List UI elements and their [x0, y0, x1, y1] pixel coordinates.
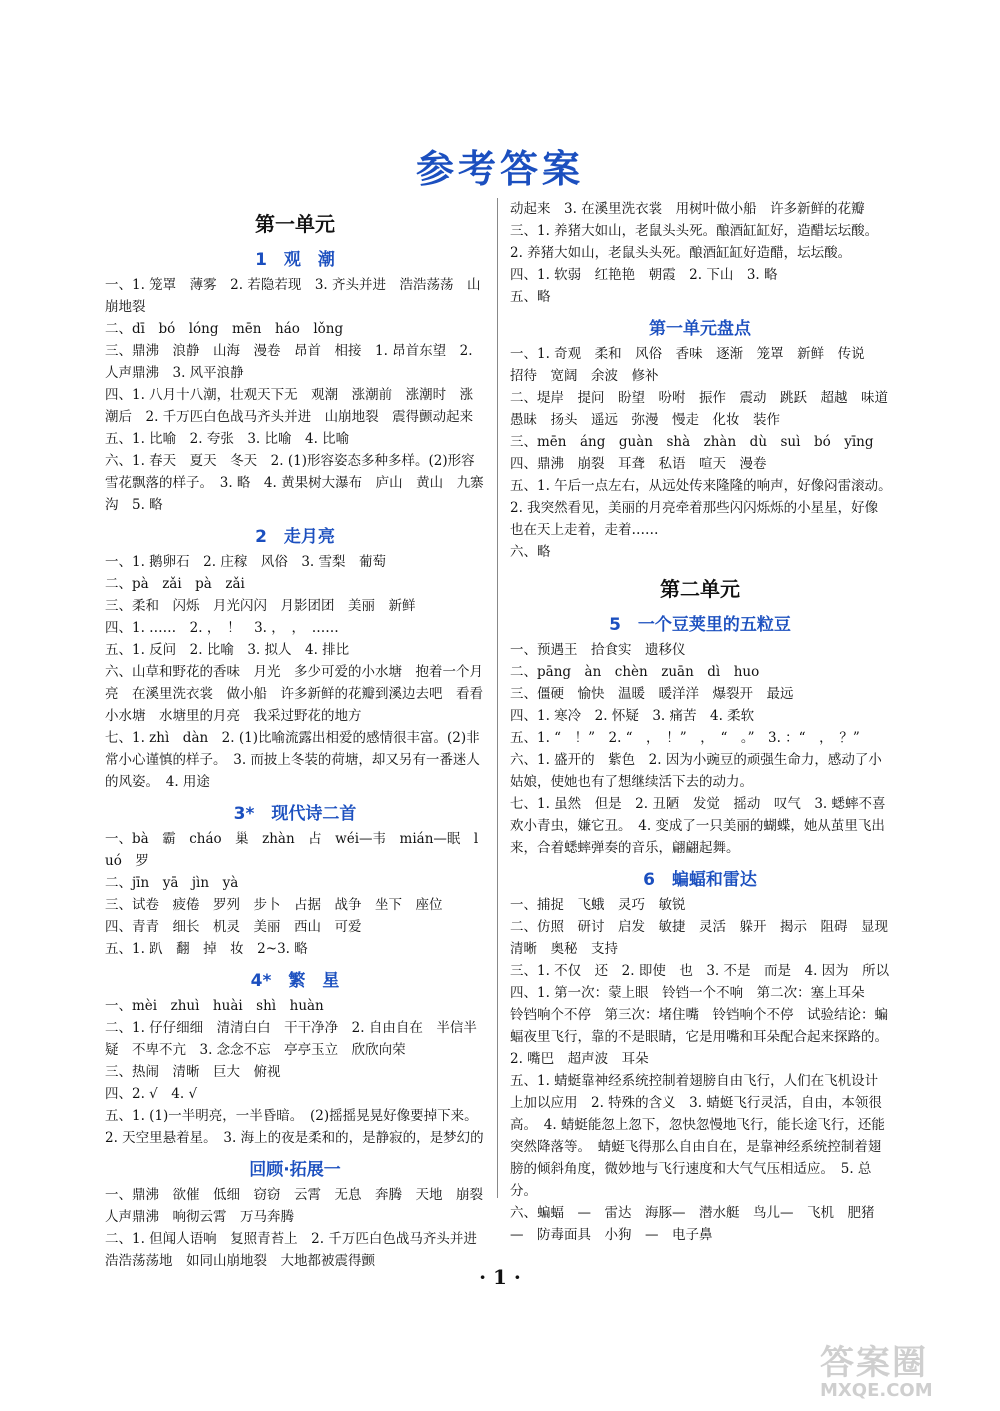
- answer-line: 一、鼎沸 欲催 低细 窃窃 云霄 无息 奔腾 天地 崩裂 人声鼎沸 响彻云霄 万马奔腾: [105, 1187, 497, 1225]
- answer-line: 四、1. 第一次：蒙上眼 铃铛一个不响 第二次：塞上耳朵 铃铛响个不停 第三次：堵住嘴 铃铛响个不停 试验结论：蝙蝠夜里飞行，靠的不是眼睛，它是用嘴和耳朵配合起来探路的。 2. 嘴巴 超声波 耳朵: [510, 985, 895, 1067]
- answer-line: 五、1. 比喻 2. 夸张 3. 比喻 4. 比喻: [105, 431, 350, 447]
- lesson-heading: 6 蝙蝠和雷达: [643, 870, 757, 890]
- lesson-answers: [105, 995, 485, 1149]
- answer-line: 二、1. 但闻人语响 复照青苔上 2. 千万匹白色战马齐头并进 浩浩荡荡地 如同山崩地裂 大地都被震得颤: [105, 1231, 491, 1269]
- answer-line: 三、鼎沸 浪静 山海 漫卷 昂首 相接 1. 昂首东望 2. 人声鼎沸 3. 风平浪静: [105, 343, 477, 381]
- answer-line: 三、僵硬 愉快 温暖 暖洋洋 爆裂开 最远: [510, 686, 794, 702]
- answer-line: 七、1. zhì dàn 2. (1)比喻流露出相爱的感情很丰富。(2)非常小心谨慎的样子。 3. 而披上冬装的荷塘，却又另有一番迷人的风姿。 4. 用途: [105, 730, 480, 790]
- answer-line: 一、1. 笼罩 薄雾 2. 若隐若现 3. 齐头并进 浩浩荡荡 山崩地裂: [105, 277, 481, 315]
- right-column: [510, 198, 902, 1246]
- answer-line: 七、1. 虽然 但是 2. 丑陋 发觉 摇动 叹气 3. 蟋蟀不喜欢小青虫，嫌它丑。 4. 变成了一只美丽的蝴蝶，她从茧里飞出来，合着蟋蟀弹奏的音乐，翩翩起舞。: [510, 796, 886, 856]
- answer-line: 一、1. 鹅卵石 2. 庄稼 风俗 3. 雪梨 葡萄: [105, 554, 387, 570]
- answer-line: 六、1. 盛开的 紫色 2. 因为小豌豆的顽强生命力，感动了小姑娘，使她也有了想继续活下去的动力。: [510, 752, 882, 790]
- answer-line: 五、1. 午后一点左右，从远处传来隆隆的响声，好像闷雷滚动。 2. 我突然看见，美丽的月亮牵着那些闪闪烁烁的小星星，好像也在天上走着，走着……: [510, 478, 899, 538]
- answer-line: 一、mèi zhuì huài shì huàn: [105, 998, 324, 1014]
- lesson-heading: 回顾·拓展一: [249, 1160, 341, 1180]
- lesson-heading: 第一单元盘点: [649, 319, 751, 339]
- answer-line: 一、1. 奇观 柔和 风俗 香味 逐渐 笼罩 新鲜 传说 招待 宽阔 余波 修补: [510, 346, 879, 384]
- page-number: · 1 ·: [479, 1265, 521, 1289]
- answer-line: 四、鼎沸 崩裂 耳聋 私语 喧天 漫卷: [510, 456, 767, 472]
- answer-line: 二、堤岸 提问 盼望 吩咐 振作 震动 跳跃 超越 味道 愚昧 扬头 遥远 弥漫 慢走 化妆 装作: [510, 390, 902, 428]
- lesson-answers: [510, 639, 890, 859]
- lesson-heading: 4* 繁 星: [250, 971, 340, 991]
- lesson-heading: 5 一个豆荚里的五粒豆: [609, 615, 791, 635]
- lesson-answers: [105, 551, 485, 793]
- answer-line: 五、略: [510, 289, 551, 305]
- answer-line: 一、预遇王 拾食实 遗移仪: [510, 642, 686, 658]
- answer-line: 一、bà 霸 cháo 巢 zhàn 占 wéi—韦 mián—眠 luó 罗: [105, 831, 479, 869]
- lesson-heading: 1 观 潮: [255, 250, 335, 270]
- left-column: [105, 198, 497, 1272]
- answer-line: 二、jīn yā jìn yà: [105, 875, 239, 891]
- lesson-answers: [510, 198, 890, 308]
- answer-line: 三、1. 不仅 还 2. 即使 也 3. 不是 而是 4. 因为 所以: [510, 963, 890, 979]
- lesson-heading: 2 走月亮: [255, 527, 335, 547]
- answer-line: 二、1. 仔仔细细 清清白白 干干净净 2. 自由自在 半信半疑 不卑不亢 3. 念念不忘 亭亭玉立 欣欣向荣: [105, 1020, 477, 1058]
- answer-line: 三、试卷 疲倦 罗列 步卜 占据 战争 坐下 座位: [105, 897, 443, 913]
- lesson-answers: [510, 894, 902, 1246]
- answer-line: 四、1. …… 2. ， ！ 3. ， ， ……: [105, 620, 339, 636]
- answer-line: 三、热闹 清晰 巨大 俯视: [105, 1064, 281, 1080]
- lesson-answers: [510, 343, 902, 563]
- answer-line: 一、捕捉 飞蛾 灵巧 敏锐: [510, 897, 686, 913]
- unit-heading: 第二单元: [660, 577, 740, 601]
- answer-line: 二、仿照 研讨 启发 敏捷 灵活 躲开 揭示 阻碍 显现 清晰 奥秘 支持: [510, 919, 902, 957]
- watermark: [820, 1335, 990, 1405]
- answer-line: 六、1. 春天 夏天 冬天 2. (1)形容姿态多种多样。(2)形容雪花飘落的样子。 3. 略 4. 黄果树大瀑布 庐山 黄山 九寨沟 5. 略: [105, 453, 484, 513]
- answer-line: 二、pāng àn chèn zuān dì huo: [510, 664, 760, 680]
- answer-line: 五、1. (1)一半明亮，一半昏暗。 (2)摇摇晃晃好像要掉下来。 2. 天空里悬着星。 3. 海上的夜是柔和的，是静寂的，是梦幻的: [105, 1108, 485, 1146]
- answer-line: 三、1. 养猪大如山，老鼠头头死。酿酒缸缸好，造醋坛坛酸。 2. 养猪大如山，老鼠头头死。酿酒缸缸好造醋，坛坛酸。: [510, 223, 885, 261]
- column-divider: [497, 198, 498, 1198]
- lesson-answers: [105, 1184, 497, 1272]
- answer-line: 六、山草和野花的香味 月光 多少可爱的小水塘 抱着一个月亮 在溪里洗衣裳 做小船 许多新鲜的花瓣到溪边去吧 看看小水塘 水塘里的月亮 我采过野花的地方: [105, 664, 483, 724]
- page-title: 参考答案: [415, 147, 584, 191]
- answer-line: 动起来 3. 在溪里洗衣裳 用树叶做小船 许多新鲜的花瓣: [510, 201, 865, 217]
- answer-line: 四、1. 软弱 红艳艳 朝霞 2. 下山 3. 略: [510, 267, 778, 283]
- answer-line: 三、mēn áng guàn shà zhàn dù suì bó yīng: [510, 434, 874, 450]
- answer-line: 四、青青 细长 机灵 美丽 西山 可爱: [105, 919, 362, 935]
- lesson-answers: [105, 274, 485, 516]
- answer-line: 五、1. 反问 2. 比喻 3. 拟人 4. 排比: [105, 642, 350, 658]
- answer-line: 六、略: [510, 544, 551, 560]
- answer-line: 二、dī bó lóng mēn háo lǒng: [105, 321, 344, 337]
- answer-line: 四、1. 八月十八潮，壮观天下无 观潮 涨潮前 涨潮时 涨潮后 2. 千万匹白色战马齐头并进 山崩地裂 震得颤动起来: [105, 387, 474, 425]
- lesson-heading: 3* 现代诗二首: [233, 804, 357, 824]
- answer-line: 六、蝙蝠 — 雷达 海豚— 潜水艇 鸟儿— 飞机 肥猪 — 防毒面具 小狗 — 电子鼻: [510, 1205, 888, 1243]
- lesson-answers: [105, 828, 485, 960]
- answer-line: 四、2. √ 4. √: [105, 1086, 198, 1102]
- answer-line: 五、1. 趴 翻 掉 妆 2~3. 略: [105, 941, 308, 957]
- answer-line: 四、1. 寒冷 2. 怀疑 3. 痛苦 4. 柔软: [510, 708, 755, 724]
- watermark-logo: 答案圈: [820, 1343, 928, 1383]
- answer-line: 三、柔和 闪烁 月光闪闪 月影团团 美丽 新鲜: [105, 598, 416, 614]
- answer-line: 五、1. 蜻蜓靠神经系统控制着翅膀自由飞行，人们在飞机设计上加以应用 2. 特殊的含义 3. 蜻蜓飞行灵活，自由，本领很高。 4. 蜻蜓能忽上忽下，忽快忽慢地飞行，能长途飞行，还能突然降落等。 蜻蜓飞得那么自由自在，是靠神经系统控制着翅膀的倾斜角度，微妙地与飞行速度和大气气压相适应。 5. 总分。: [510, 1073, 885, 1199]
- answer-line: 二、pà zǎi pà zǎi: [105, 576, 245, 592]
- watermark-url: MXQE.COM: [820, 1380, 933, 1401]
- answer-line: 五、1. “ ！” 2. “ ， ！” ， “ 。” 3. ：“ ， ？”: [510, 730, 860, 746]
- unit-heading: 第一单元: [255, 212, 335, 236]
